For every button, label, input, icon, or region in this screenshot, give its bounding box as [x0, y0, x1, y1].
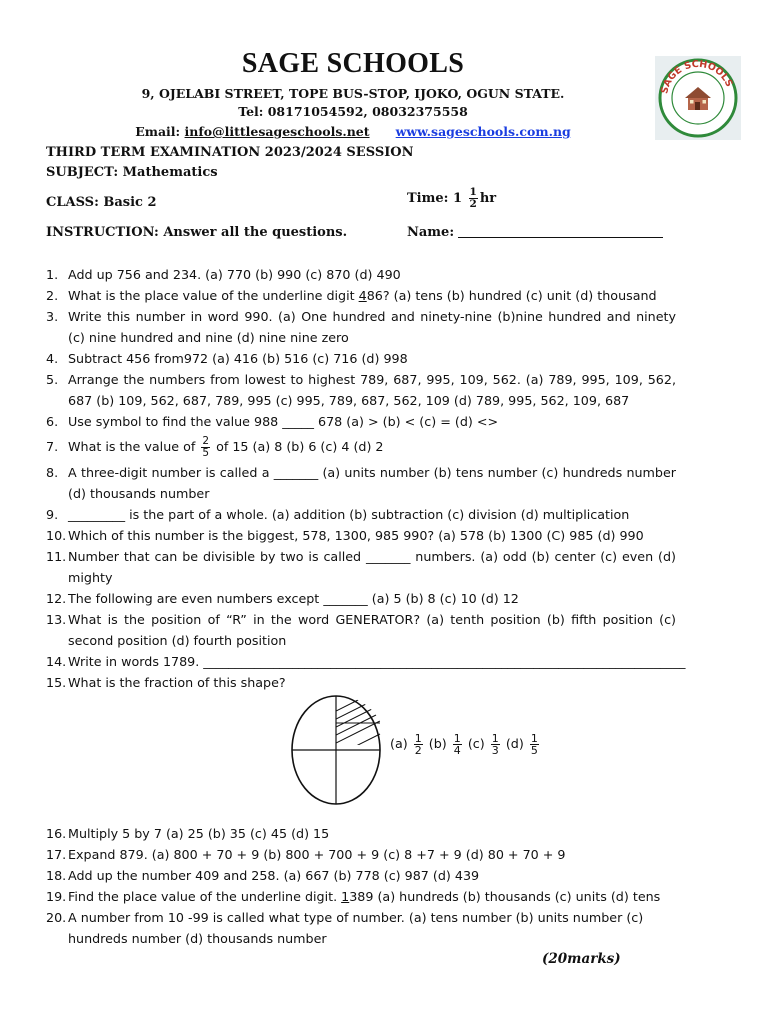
- question-8: 8. A three-digit number is called a _______ (a) units number (b) tens number (c) hundreds number (d) thousands number: [46, 465, 676, 501]
- school-name: SAGE SCHOOLS: [241, 48, 465, 79]
- questions-list: [0, 264, 768, 949]
- question-5: 5. Arrange the numbers from lowest to highest 789, 687, 995, 109, 562. (a) 789, 995, 109, 562, 687 (b) 109, 562, 687, 789, 995 (c) 995, 789, 687, 562, 109 (d) 789, 995, 562, 109, 687: [46, 372, 676, 408]
- question-10: 10. Which of this number is the biggest, 578, 1300, 985 990? (a) 578 (b) 1300 (C) 985 (d) 990: [46, 528, 644, 543]
- school-logo: [655, 56, 741, 140]
- question-2: 2. What is the place value of the underline digit 486? (a) tens (b) hundred (c) unit (d) thousand: [46, 288, 657, 303]
- logo-text: SAGE SCHOOLS: [659, 58, 735, 95]
- question-3: 3. Write this number in word 990. (a) One hundred and ninety-nine (b)nine hundred and ninety (c) nine hundred and nine (d) nine nine zero: [46, 309, 676, 345]
- email-link[interactable]: info@littlesageschools.net: [184, 124, 370, 139]
- question-1: 1. Add up 756 and 234. (a) 770 (b) 990 (c) 870 (d) 490: [46, 267, 401, 282]
- q15-options: (a) $\frac{1}{2}$ (b) $\frac{1}{4}$ (c) $\frac{1}{3}$ (d) $\frac{1}{5}$: [390, 732, 538, 757]
- question-11: 11. Number that can be divisible by two is called _______ numbers. (a) odd (b) center (c) even (d) mighty: [46, 549, 676, 585]
- question-19: 19. Find the place value of the underline digit. 1389 (a) hundreds (b) thousands (c) units (d) tens: [46, 889, 661, 904]
- name-blank-line[interactable]: [458, 237, 663, 238]
- question-7: 7. What is the value of $\frac{2}{5}$ of 15 (a) 8 (b) 6 (c) 4 (d) 2: [46, 435, 384, 459]
- question-4: 4. Subtract 456 from972 (a) 416 (b) 516 (c) 716 (d) 998: [46, 351, 408, 366]
- exam-instruction: INSTRUCTION: Answer all the questions.: [46, 225, 348, 240]
- question-9: 9. _________ is the part of a whole. (a) addition (b) subtraction (c) division (d) multiplication: [46, 507, 630, 522]
- school-telephone: Tel: 08171054592, 08032375558: [238, 104, 468, 119]
- q7-fraction: $\frac{2}{5}$: [202, 435, 210, 459]
- contact-line: [0, 124, 706, 139]
- question-20: 20. A number from 10 -99 is called what type of number. (a) tens number (b) units number (c) hundreds number (d) thousands number: [46, 910, 644, 946]
- question-6: 6. Use symbol to find the value 988 _____ 678 (a) > (b) < (c) = (d) <>: [46, 414, 499, 429]
- underlined-digit: 4: [358, 288, 367, 303]
- q15-shape-row: [0, 693, 768, 823]
- website-link[interactable]: www.sageschools.com.ng: [395, 124, 571, 139]
- question-13: 13. What is the position of “R” in the word GENERATOR? (a) tenth position (b) fifth position (c) second position (d) fourth position: [46, 612, 676, 648]
- exam-class: CLASS: Basic 2: [46, 195, 157, 210]
- exam-subject: SUBJECT: Mathematics: [46, 165, 218, 180]
- student-name-field: Name:: [407, 225, 663, 240]
- question-17: 17. Expand 879. (a) 800 + 70 + 9 (b) 800 + 700 + 9 (c) 8 +7 + 9 (d) 80 + 70 + 9: [46, 847, 566, 862]
- exam-time: Time: 1 $\frac{1}{2}$ hr: [407, 186, 497, 210]
- question-15: 15. What is the fraction of this shape?: [46, 675, 286, 690]
- question-18: 18. Add up the number 409 and 258. (a) 667 (b) 778 (c) 987 (d) 439: [46, 868, 480, 883]
- question-16: 16. Multiply 5 by 7 (a) 25 (b) 35 (c) 45 (d) 15: [46, 826, 330, 841]
- exam-term: THIRD TERM EXAMINATION 2023/2024 SESSION: [46, 145, 414, 160]
- school-address: 9, OJELABI STREET, TOPE BUS-STOP, IJOKO, OGUN STATE.: [141, 86, 565, 101]
- question-12: 12. The following are even numbers except _______ (a) 5 (b) 8 (c) 10 (d) 12: [46, 591, 519, 606]
- underlined-digit: 1: [341, 889, 350, 904]
- question-14: 14. Write in words 1789. ____________________________________________________________________________: [46, 654, 686, 669]
- quartered-circle-shape: [286, 693, 386, 809]
- email-label: Email:: [135, 124, 181, 139]
- total-marks: (20marks): [542, 951, 621, 967]
- time-fraction: $\frac{1}{2}$: [469, 186, 477, 210]
